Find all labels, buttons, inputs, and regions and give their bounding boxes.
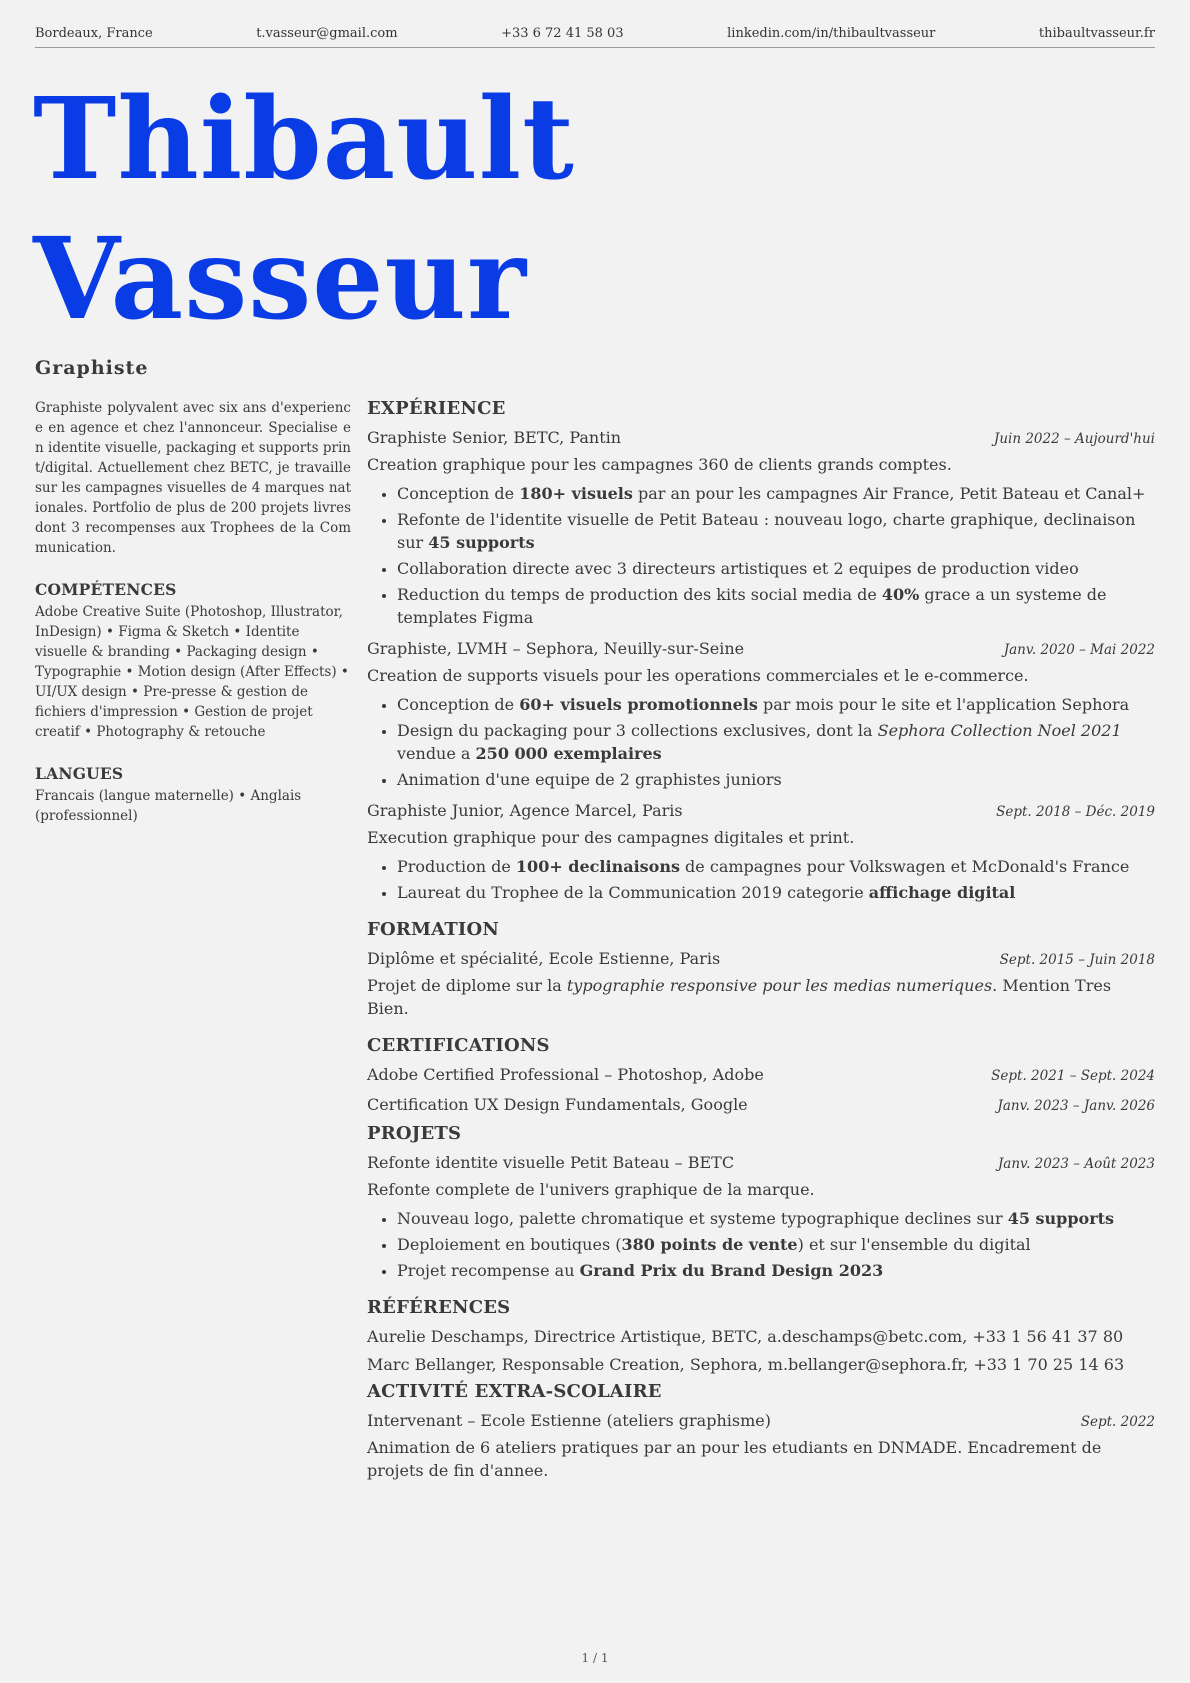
- projects-section: [367, 1122, 1155, 1282]
- bullet-item: [397, 508, 1155, 554]
- bullet-item: [397, 1207, 1155, 1230]
- experience-description: Creation graphique pour les campagnes 360 de clients grands comptes.: [367, 455, 952, 474]
- job-title: Graphiste: [35, 357, 149, 379]
- experience-date: Janv. 2020 – Mai 2022: [1003, 642, 1155, 658]
- contact-linkedin[interactable]: linkedin.com/in/thibaultvasseur: [727, 26, 936, 41]
- text-run: Laureat du Trophee de la Communication 2019 categorie: [397, 883, 869, 902]
- text-run: par mois pour le site et l'application Sephora: [757, 695, 1130, 714]
- bullet-item: [397, 482, 1155, 505]
- bold-text: 60+ visuels promotionnels: [519, 695, 758, 714]
- references-heading: RÉFÉRENCES: [367, 1297, 511, 1318]
- bold-text: 45 supports: [1007, 1209, 1115, 1228]
- text-run: vendue a: [397, 744, 476, 763]
- certification-title: Adobe Certified Professional – Photoshop, Adobe: [367, 1065, 764, 1084]
- experience-heading: EXPÉRIENCE: [367, 398, 506, 419]
- bold-text: Grand Prix du Brand Design 2023: [579, 1261, 884, 1280]
- text-run: . Mention Tres Bien.: [367, 976, 1112, 1018]
- certifications-heading: CERTIFICATIONS: [367, 1035, 550, 1056]
- text-run: Design du packaging pour 3 collections exclusives, dont la: [397, 721, 878, 740]
- left-column: [35, 398, 351, 826]
- formation-row: [367, 947, 1155, 972]
- bullet-item: [397, 693, 1155, 716]
- project-title: Refonte identite visuelle Petit Bateau – BETC: [367, 1153, 735, 1172]
- project-bullets: [367, 1207, 1155, 1282]
- certification-row: [367, 1063, 1155, 1088]
- experience-description: Execution graphique pour des campagnes digitales et print.: [367, 828, 855, 847]
- project-description: Refonte complete de l'univers graphique de la marque.: [367, 1180, 815, 1199]
- text-run: Conception de: [397, 695, 520, 714]
- bullet-item: [397, 855, 1155, 878]
- extra-heading: ACTIVITÉ EXTRA-SCOLAIRE: [367, 1381, 662, 1402]
- certifications-section: [367, 1034, 1155, 1118]
- experience-row: [367, 426, 1155, 451]
- projects-heading: PROJETS: [367, 1123, 462, 1144]
- text-run: de campagnes pour Volkswagen et McDonald's France: [679, 857, 1130, 876]
- formation-section: [367, 918, 1155, 1020]
- bullet-item: [397, 881, 1155, 904]
- experience-title: Graphiste Senior, BETC, Pantin: [367, 428, 622, 447]
- experience-row: [367, 799, 1155, 824]
- reference-item: Aurelie Deschamps, Directrice Artistique, BETC, a.deschamps@betc.com, +33 1 56 41 37 80: [367, 1327, 1124, 1346]
- formation-heading: FORMATION: [367, 919, 500, 940]
- bullet-item: [397, 719, 1155, 765]
- experience-section: [367, 397, 1155, 904]
- formation-description: [367, 974, 1155, 1020]
- experience-bullets: [367, 693, 1155, 791]
- skills-heading: COMPÉTENCES: [35, 580, 177, 599]
- text-run: par an pour les campagnes Air France, Petit Bateau et Canal+: [632, 484, 1146, 503]
- text-run: Deploiement en boutiques (: [397, 1235, 622, 1254]
- first-name: Thibault: [33, 74, 575, 205]
- text-run: Projet recompense au: [397, 1261, 580, 1280]
- certification-row: [367, 1093, 1155, 1118]
- text-run: Refonte de l'identite visuelle de Petit Bateau : nouveau logo, charte graphique, declinaison sur: [397, 510, 1136, 552]
- reference-item: Marc Bellanger, Responsable Creation, Sephora, m.bellanger@sephora.fr, +33 1 70 25 14 63: [367, 1355, 1125, 1374]
- contact-bar: [35, 26, 1155, 48]
- experience-bullets: [367, 482, 1155, 629]
- experience-date: Juin 2022 – Aujourd'hui: [993, 431, 1155, 447]
- bold-text: 180+ visuels: [519, 484, 633, 503]
- bold-text: 100+ declinaisons: [515, 857, 680, 876]
- italic-text: Sephora Collection Noel 2021: [877, 721, 1122, 740]
- text-run: Projet de diplome sur la: [367, 976, 567, 995]
- experience-row: [367, 637, 1155, 662]
- right-column: [367, 397, 1155, 1496]
- last-name: Vasseur: [33, 214, 527, 345]
- bold-text: 45 supports: [428, 533, 535, 552]
- text-run: Collaboration directe avec 3 directeurs artistiques et 2 equipes de production video: [397, 559, 1079, 578]
- italic-text: typographie responsive pour les medias numeriques: [566, 976, 993, 995]
- text-run: ) et sur l'ensemble du digital: [797, 1235, 1031, 1254]
- summary-text: Graphiste polyvalent avec six ans d'experience en agence et chez l'annonceur. Specialise en identite visuelle, packaging et supports print/digital. Actuellement chez BETC, je travaille sur les campagnes visuelles de 4 marques nationales. Portfolio de plus de 200 projets livres dont 3 recompenses aux Trophees de la Communication.: [35, 400, 351, 556]
- text-run: Animation d'une equipe de 2 graphistes juniors: [397, 770, 782, 789]
- experience-entry: [367, 426, 1155, 629]
- experience-entry: [367, 637, 1155, 791]
- text-run: Nouveau logo, palette chromatique et systeme typographique declines sur: [397, 1209, 1008, 1228]
- experience-title: Graphiste Junior, Agence Marcel, Paris: [367, 801, 683, 820]
- bold-text: affichage digital: [868, 883, 1016, 902]
- bullet-item: [397, 1259, 1155, 1282]
- experience-list: [367, 426, 1155, 904]
- bold-text: 40%: [881, 585, 920, 604]
- extra-section: [367, 1380, 1155, 1482]
- languages-heading: LANGUES: [35, 764, 124, 783]
- bold-text: 250 000 exemplaires: [475, 744, 662, 763]
- contact-location: Bordeaux, France: [35, 26, 153, 41]
- references-section: [367, 1296, 1155, 1376]
- project-row: [367, 1151, 1155, 1176]
- extra-description: Animation de 6 ateliers pratiques par an pour les etudiants en DNMADE. Encadrement de projets de fin d'annee.: [367, 1438, 1102, 1480]
- project-date: Janv. 2023 – Août 2023: [997, 1156, 1155, 1172]
- text-run: Conception de: [397, 484, 520, 503]
- bullet-item: [397, 1233, 1155, 1256]
- formation-title: Diplôme et spécialité, Ecole Estienne, Paris: [367, 949, 721, 968]
- contact-phone[interactable]: +33 6 72 41 58 03: [501, 26, 624, 41]
- formation-date: Sept. 2015 – Juin 2018: [999, 952, 1155, 968]
- experience-title: Graphiste, LVMH – Sephora, Neuilly-sur-Seine: [367, 639, 745, 658]
- certification-date: Janv. 2023 – Janv. 2026: [997, 1098, 1155, 1114]
- experience-bullets: [367, 855, 1155, 904]
- bullet-item: [397, 557, 1155, 580]
- text-run: Production de: [397, 857, 516, 876]
- extra-date: Sept. 2022: [1080, 1414, 1155, 1430]
- experience-date: Sept. 2018 – Déc. 2019: [996, 804, 1155, 820]
- contact-email[interactable]: t.vasseur@gmail.com: [256, 26, 398, 41]
- contact-website[interactable]: thibaultvasseur.fr: [1038, 26, 1155, 41]
- bold-text: 380 points de vente: [621, 1235, 798, 1254]
- extra-title: Intervenant – Ecole Estienne (ateliers graphisme): [367, 1411, 771, 1430]
- candidate-name: [33, 70, 575, 350]
- page-number: 1 / 1: [581, 1651, 609, 1665]
- certification-date: Sept. 2021 – Sept. 2024: [991, 1068, 1155, 1084]
- resume-page: [35, 0, 1155, 1683]
- text-run: grace a un systeme de templates Figma: [397, 585, 1107, 627]
- bullet-item: [397, 768, 1155, 791]
- languages-text: Francais (langue maternelle) • Anglais (professionnel): [35, 788, 302, 824]
- text-run: Reduction du temps de production des kits social media de: [397, 585, 882, 604]
- extra-row: [367, 1409, 1155, 1434]
- certification-title: Certification UX Design Fundamentals, Google: [367, 1095, 748, 1114]
- bullet-item: [397, 583, 1155, 629]
- experience-entry: [367, 799, 1155, 904]
- experience-description: Creation de supports visuels pour les operations commerciales et le e-commerce.: [367, 666, 1029, 685]
- skills-text: Adobe Creative Suite (Photoshop, Illustrator, InDesign) • Figma & Sketch • Identite visuelle & branding • Packaging design • Typographie • Motion design (After Effects) • UI/UX design • Pre-presse & gestion de fichiers d'impression • Gestion de projet creatif • Photography & retouche: [35, 604, 349, 740]
